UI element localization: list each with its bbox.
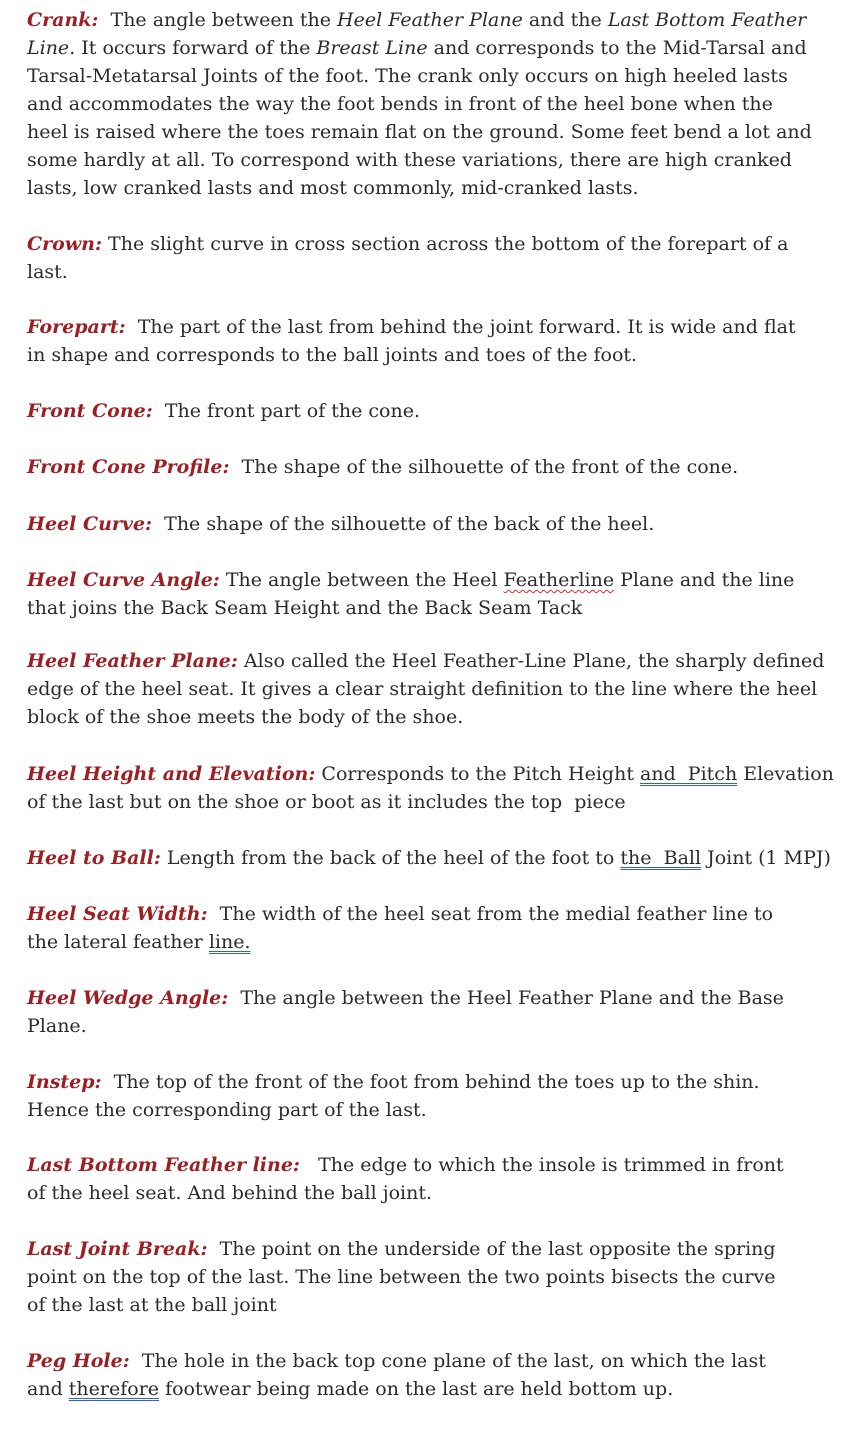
glossary-entry-front-cone-profile (27, 453, 847, 481)
glossary-entry-peg-hole (27, 1347, 847, 1403)
glossary-term: Front Cone Profile: (27, 456, 230, 478)
grammar-flag: and Pitch (640, 763, 738, 785)
glossary-entry-forepart (27, 313, 847, 369)
definition-text: that joins the Back Seam Height and the Back Seam Tack (27, 597, 583, 619)
definition-text: of the heel seat. And behind the ball joint. (27, 1182, 433, 1204)
glossary-entry-heel-curve-angle (27, 566, 847, 622)
entry-line (27, 90, 847, 118)
entry-line (27, 900, 847, 928)
entry-line (27, 258, 847, 286)
definition-text: last. (27, 261, 68, 283)
glossary-term: Crank: (27, 9, 99, 31)
entry-line (27, 788, 847, 816)
glossary-term: Heel Curve Angle: (27, 569, 220, 591)
entry-line (27, 146, 847, 174)
entry-line (27, 1347, 847, 1375)
definition-text: Length from the back of the heel of the foot to (160, 847, 621, 869)
grammar-flag: line. (208, 931, 251, 953)
entry-line (27, 594, 847, 622)
entry-line (27, 1235, 847, 1263)
glossary-entry-heel-feather-plane (27, 647, 847, 731)
definition-text: and (27, 1378, 69, 1400)
definition-text: in shape and corresponds to the ball joints and toes of the foot. (27, 344, 638, 366)
entry-line (27, 1096, 847, 1124)
entry-line (27, 1151, 847, 1179)
entry-line (27, 1012, 847, 1040)
glossary-term: Heel Height and Elevation: (27, 763, 316, 785)
glossary-entry-heel-to-ball (27, 844, 847, 872)
glossary-term: Heel Feather Plane: (27, 650, 238, 672)
italic-reference: Last Bottom Feather (607, 9, 807, 31)
definition-text: Corresponds to the Pitch Height (315, 763, 640, 785)
glossary-entry-last-bottom-feather-line (27, 1151, 847, 1207)
glossary-entry-crank (27, 6, 847, 202)
entry-line (27, 453, 847, 481)
definition-text: The edge to which the insole is trimmed in front (299, 1154, 784, 1176)
glossary-term: Peg Hole: (27, 1350, 130, 1372)
definition-text: The angle between the Heel Feather Plane and the Base (228, 987, 784, 1009)
grammar-flag: the Ball (620, 847, 702, 869)
definition-text: of the last at the ball joint (27, 1294, 277, 1316)
entry-line (27, 34, 847, 62)
entry-line (27, 1179, 847, 1207)
entry-line (27, 566, 847, 594)
definition-text: The point on the underside of the last opposite the spring (207, 1238, 776, 1260)
glossary-term: Last Bottom Feather line: (27, 1154, 300, 1176)
definition-text: The shape of the silhouette of the back of the heel. (152, 513, 655, 535)
entry-line (27, 510, 847, 538)
entry-line (27, 647, 847, 675)
entry-line (27, 313, 847, 341)
italic-reference: Heel Feather Plane (337, 9, 523, 31)
glossary-entry-heel-wedge-angle (27, 984, 847, 1040)
entry-line (27, 341, 847, 369)
glossary-term: Heel Wedge Angle: (27, 987, 229, 1009)
entry-line (27, 118, 847, 146)
glossary-term: Front Cone: (27, 400, 153, 422)
glossary-term: Heel Curve: (27, 513, 153, 535)
definition-text: . It occurs forward of the (69, 37, 317, 59)
entry-line (27, 6, 847, 34)
definition-text: Elevation (737, 763, 834, 785)
entry-line (27, 760, 847, 788)
definition-text: and accommodates the way the foot bends in front of the heel bone when the (27, 93, 773, 115)
entry-line (27, 1263, 847, 1291)
entry-line (27, 928, 847, 956)
glossary-entry-instep (27, 1068, 847, 1124)
definition-text: Plane. (27, 1015, 87, 1037)
definition-text: Also called the Heel Feather-Line Plane, the sharply defined (237, 650, 825, 672)
grammar-flag: therefore (68, 1378, 160, 1400)
entry-line (27, 1068, 847, 1096)
glossary-entry-last-joint-break (27, 1235, 847, 1319)
entry-line (27, 1291, 847, 1319)
entry-line (27, 62, 847, 90)
glossary-entry-heel-curve (27, 510, 847, 538)
definition-text: edge of the heel seat. It gives a clear straight definition to the line where the heel (27, 678, 818, 700)
definition-text: some hardly at all. To correspond with these variations, there are high cranked (27, 149, 792, 171)
entry-line (27, 984, 847, 1012)
definition-text: The front part of the cone. (152, 400, 421, 422)
definition-text: footwear being made on the last are held bottom up. (159, 1378, 674, 1400)
definition-text: The shape of the silhouette of the front of the cone. (229, 456, 739, 478)
glossary-term: Heel Seat Width: (27, 903, 208, 925)
definition-text: Plane and the line (614, 569, 795, 591)
entry-line (27, 703, 847, 731)
glossary-entry-heel-seat-width (27, 900, 847, 956)
definition-text: The slight curve in cross section across the bottom of the forepart of a (102, 233, 789, 255)
definition-text: The angle between the (98, 9, 338, 31)
glossary-entry-crown (27, 230, 847, 286)
definition-text: Hence the corresponding part of the last. (27, 1099, 427, 1121)
entry-line (27, 397, 847, 425)
glossary-entry-front-cone (27, 397, 847, 425)
glossary-term: Forepart: (27, 316, 126, 338)
glossary-term: Last Joint Break: (27, 1238, 208, 1260)
definition-text: the lateral feather (27, 931, 209, 953)
definition-text: and the (522, 9, 608, 31)
definition-text: The top of the front of the foot from behind the toes up to the shin. (101, 1071, 760, 1093)
definition-text: point on the top of the last. The line between the two points bisects the curve (27, 1266, 776, 1288)
glossary-term: Instep: (27, 1071, 102, 1093)
entry-line (27, 1375, 847, 1403)
definition-text: Tarsal-Metatarsal Joints of the foot. The crank only occurs on high heeled lasts (27, 65, 788, 87)
entry-line (27, 675, 847, 703)
entry-line (27, 174, 847, 202)
definition-text: The angle between the Heel (219, 569, 504, 591)
glossary-term: Heel to Ball: (27, 847, 161, 869)
spelling-flag: Featherline (503, 569, 615, 591)
definition-text: The part of the last from behind the joint forward. It is wide and flat (125, 316, 796, 338)
entry-line (27, 230, 847, 258)
definition-text: lasts, low cranked lasts and most commonly, mid-cranked lasts. (27, 177, 639, 199)
definition-text: and corresponds to the Mid-Tarsal and (427, 37, 807, 59)
definition-text: Joint (1 MPJ) (701, 847, 831, 869)
definition-text: The hole in the back top cone plane of the last, on which the last (129, 1350, 766, 1372)
definition-text: of the last but on the shoe or boot as it includes the top piece (27, 791, 626, 813)
glossary-entry-heel-height-and-elevation (27, 760, 847, 816)
italic-reference: Breast Line (316, 37, 428, 59)
definition-text: block of the shoe meets the body of the shoe. (27, 706, 464, 728)
definition-text: heel is raised where the toes remain flat on the ground. Some feet bend a lot and (27, 121, 812, 143)
italic-reference: Line (27, 37, 70, 59)
entry-line (27, 844, 847, 872)
definition-text: The width of the heel seat from the medial feather line to (207, 903, 774, 925)
glossary-term: Crown: (27, 233, 102, 255)
